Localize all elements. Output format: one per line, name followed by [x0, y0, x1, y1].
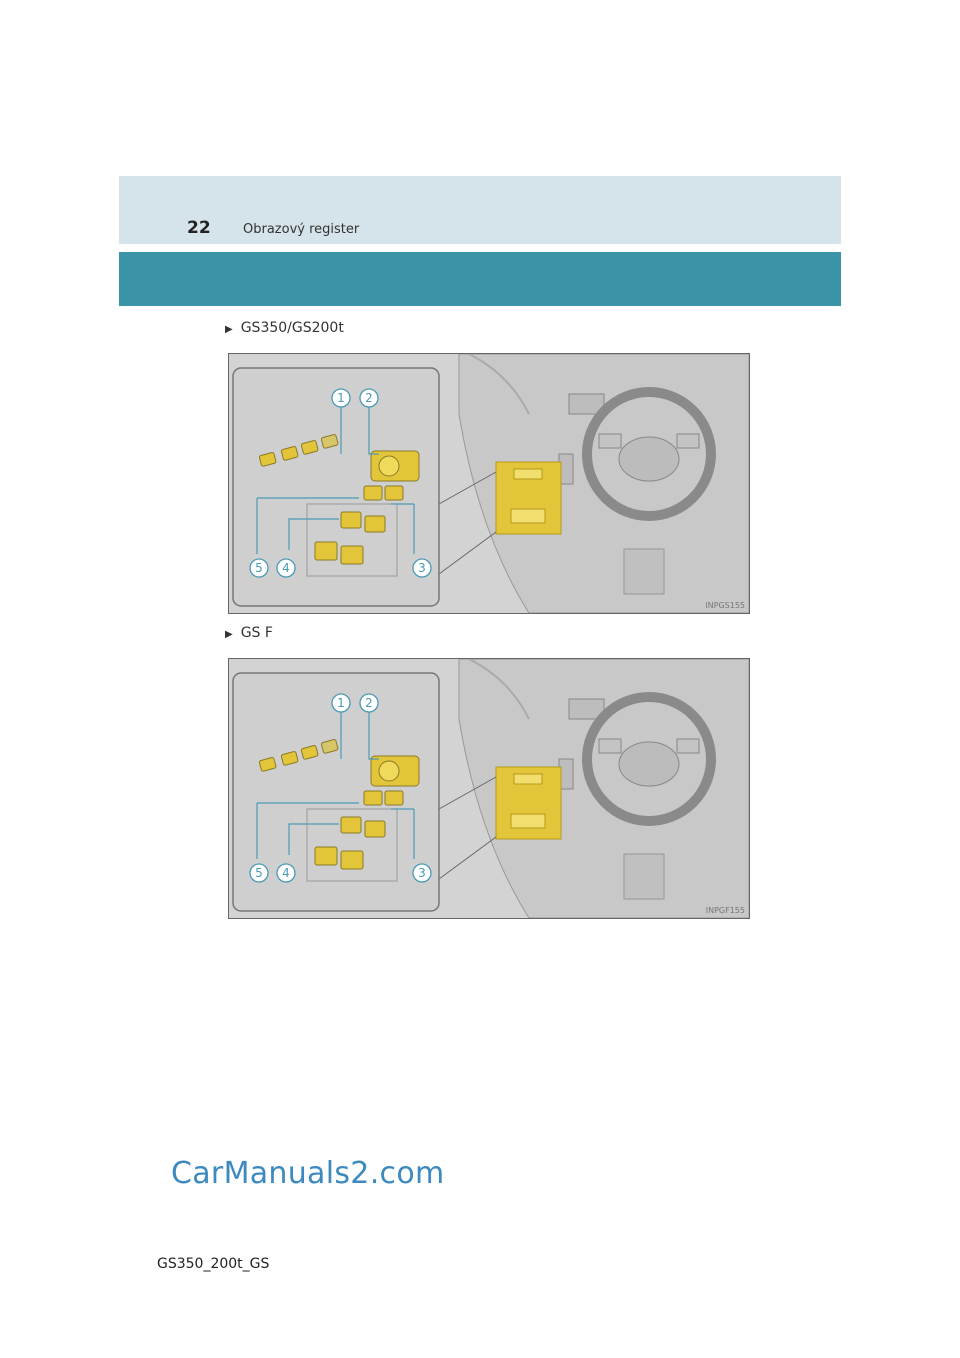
- figure-gs350-door-switches: [228, 353, 750, 614]
- callout-number: 2: [365, 696, 373, 710]
- door-switches-illustration: [229, 354, 749, 613]
- callout-number: 3: [418, 561, 426, 575]
- watermark-logo: CarManuals2.com: [171, 1156, 445, 1191]
- window-switch-rear-left: [341, 817, 361, 833]
- mirror-control-knob: [379, 456, 399, 476]
- footer-model-code: GS350_200t_GS: [157, 1256, 270, 1272]
- section-title: Obrazový register: [243, 222, 360, 237]
- window-switch-front-left: [315, 847, 337, 865]
- door-lock-switch: [385, 486, 403, 500]
- header-band: [119, 176, 841, 244]
- figure-heading-gs350: [225, 320, 344, 336]
- window-switch-rear-right: [365, 516, 385, 532]
- pedal: [624, 854, 664, 899]
- triangle-bullet-icon: ▶: [225, 629, 233, 640]
- window-switch-front-right: [341, 546, 363, 564]
- section-banner: [119, 252, 841, 306]
- mirror-control-knob: [379, 761, 399, 781]
- callout-number: 5: [255, 866, 263, 880]
- callout-number: 5: [255, 561, 263, 575]
- highlighted-switch-upper: [514, 774, 542, 784]
- window-lock-switch: [364, 486, 382, 500]
- steering-wheel-switch-right: [677, 739, 699, 753]
- page-number: 22: [187, 218, 211, 238]
- callout-number: 1: [337, 696, 345, 710]
- window-lock-switch: [364, 791, 382, 805]
- callout-number: 4: [282, 866, 290, 880]
- callout-number: 3: [418, 866, 426, 880]
- figure-heading-text: GS F: [240, 625, 273, 641]
- figure-code: INPGS155: [705, 601, 745, 610]
- window-switch-rear-left: [341, 512, 361, 528]
- window-switch-rear-right: [365, 821, 385, 837]
- window-switch-front-right: [341, 851, 363, 869]
- window-switch-front-left: [315, 542, 337, 560]
- callout-number: 1: [337, 391, 345, 405]
- callout-number: 2: [365, 391, 373, 405]
- highlighted-switch-lower: [511, 814, 545, 828]
- triangle-bullet-icon: ▶: [225, 324, 233, 335]
- callout-number: 4: [282, 561, 290, 575]
- steering-wheel-switch-left: [599, 434, 621, 448]
- pedal: [624, 549, 664, 594]
- steering-wheel-switch-left: [599, 739, 621, 753]
- highlighted-switch-lower: [511, 509, 545, 523]
- figure-gsf-door-switches: [228, 658, 750, 919]
- steering-wheel-switch-right: [677, 434, 699, 448]
- figure-code: INPGF155: [705, 906, 745, 915]
- highlighted-switch-upper: [514, 469, 542, 479]
- door-lock-switch: [385, 791, 403, 805]
- door-switches-illustration: [229, 659, 749, 918]
- steering-wheel-hub: [619, 742, 679, 786]
- figure-heading-text: GS350/GS200t: [240, 320, 344, 336]
- figure-heading-gsf: [225, 625, 273, 641]
- steering-wheel-hub: [619, 437, 679, 481]
